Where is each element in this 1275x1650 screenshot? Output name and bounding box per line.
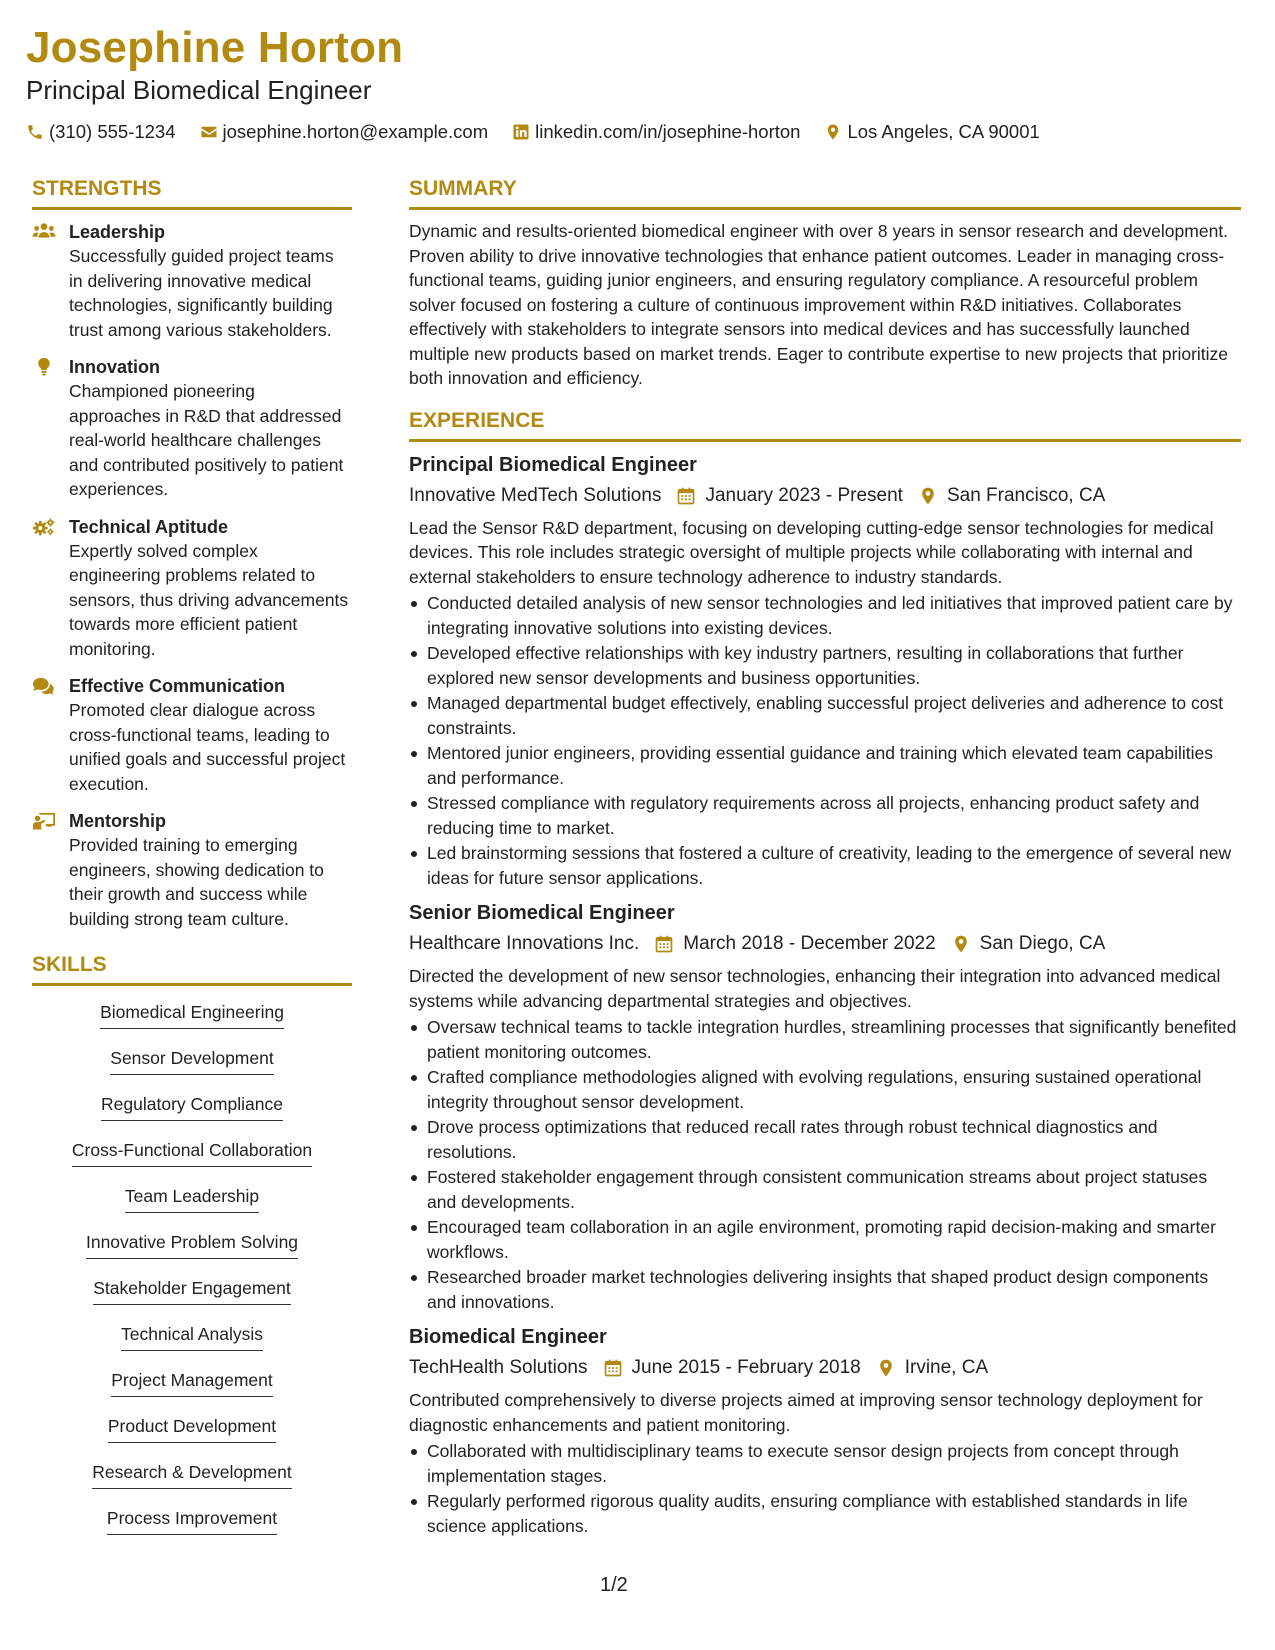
strength-title: Technical Aptitude (69, 516, 229, 537)
job-meta (409, 930, 1241, 958)
job-description: Lead the Sensor R&D department, focusing on developing cutting-edge sensor technologies for medical devices. This role includes strategic oversight of multiple projects while collaborating with internal and external stakeholders to ensure technology adherence to industry standards. (409, 517, 1214, 587)
job-entry (409, 1324, 1241, 1538)
page-number: 1/2 (600, 1574, 628, 1596)
skill-tag: Stakeholder Engagement (93, 1276, 291, 1305)
job-description: Directed the development of new sensor technologies, enhancing their integration into advanced medical systems while advancing departmental strategies and objectives. (409, 966, 1221, 1011)
strength-title: Mentorship (69, 811, 166, 831)
strength-item (32, 220, 352, 342)
calendar-icon (654, 934, 674, 954)
summary-text: Dynamic and results-oriented biomedical engineer with over 8 years in sensor research and development. Proven ability to drive innovative technologies that enhance patient outcomes. Leader in managing cross-functional teams, guiding junior engineers, and ensuring regulatory compliance. A resourceful problem solver focused on fostering a culture of continuous improvement within R&D initiatives. Collaborates effectively with stakeholders to integrate sensors into medical devices and has successfully launched multiple new products based on market trends. Eager to contribute expertise to new projects that prioritize both innovation and efficiency. (409, 221, 1229, 388)
contact-location (824, 120, 1039, 144)
job-location: Irvine, CA (904, 1357, 989, 1378)
job-company: Healthcare Innovations Inc. (409, 933, 640, 954)
skill-tag: Process Improvement (107, 1506, 277, 1535)
strength-desc: Championed pioneering approaches in R&D that addressed real-world healthcare challenges and contributed positively to patient experiences. (69, 381, 344, 499)
summary-heading: SUMMARY (409, 175, 1241, 210)
bullet-item: Encouraged team collaboration in an agile environment, promoting rapid decision-making and smarter workflows. (409, 1215, 1241, 1264)
skills-heading: SKILLS (32, 951, 352, 986)
strength-title: Innovation (69, 357, 160, 377)
map-pin-icon (876, 1358, 896, 1378)
skill-tag: Technical Analysis (121, 1322, 263, 1351)
job-bullets (409, 1439, 1241, 1538)
strength-item (32, 674, 352, 796)
skill-tag: Regulatory Compliance (101, 1092, 283, 1121)
bullet-item: Drove process optimizations that reduced recall rates through robust technical diagnostics and resolutions. (409, 1115, 1241, 1164)
skill-tag: Sensor Development (110, 1046, 273, 1075)
job-meta (409, 1354, 1241, 1382)
bullet-item: Collaborated with multidisciplinary teams to execute sensor design projects from concept through implementation stages. (409, 1439, 1241, 1488)
strengths-heading: STRENGTHS (32, 175, 352, 210)
skill-tag: Product Development (108, 1414, 276, 1443)
job-dates: January 2023 - Present (705, 484, 903, 506)
bullet-item: Regularly performed rigorous quality audits, ensuring compliance with established standards in life science applications. (409, 1489, 1241, 1538)
contact-linkedin[interactable] (512, 120, 800, 144)
job-company: Innovative MedTech Solutions (409, 484, 662, 506)
contact-phone[interactable] (26, 120, 176, 144)
job-title: Biomedical Engineer (409, 1326, 607, 1348)
phone-text: (310) 555-1234 (49, 121, 176, 142)
bullet-item: Managed departmental budget effectively, enabling successful project deliveries and adherence to cost constraints. (409, 691, 1241, 740)
job-company: TechHealth Solutions (409, 1357, 588, 1378)
strength-item (32, 515, 352, 662)
skill-tag: Project Management (111, 1368, 272, 1397)
strength-desc: Successfully guided project teams in delivering innovative medical technologies, significantly building trust among various stakeholders. (69, 246, 334, 340)
bullet-item: Developed effective relationships with key industry partners, resulting in collaborations that further explored new sensor developments and business opportunities. (409, 641, 1241, 690)
envelope-icon (200, 123, 218, 141)
bullet-item: Led brainstorming sessions that fostered a culture of creativity, leading to the emergence of several new ideas for future sensor applications. (409, 841, 1241, 890)
bullet-item: Oversaw technical teams to tackle integration hurdles, streamlining processes that significantly benefited patient monitoring outcomes. (409, 1015, 1241, 1064)
bullet-item: Mentored junior engineers, providing essential guidance and training which elevated team capabilities and performance. (409, 741, 1241, 790)
bullet-item: Fostered stakeholder engagement through consistent communication streams about project statuses and developments. (409, 1165, 1241, 1214)
bullet-item: Conducted detailed analysis of new sensor technologies and led initiatives that improved patient care by integrating innovative solutions into existing devices. (409, 591, 1241, 640)
job-entry (409, 900, 1241, 1314)
job-bullets (409, 591, 1241, 890)
strength-desc: Promoted clear dialogue across cross-functional teams, leading to unified goals and successful project execution. (69, 700, 346, 794)
job-meta (409, 482, 1241, 510)
calendar-icon (603, 1358, 623, 1378)
map-pin-icon (824, 123, 842, 141)
experience-heading: EXPERIENCE (409, 407, 1241, 442)
cogs-icon (32, 515, 56, 537)
skill-tag: Team Leadership (125, 1184, 259, 1213)
skills-list (32, 1000, 352, 1552)
job-title: Principal Biomedical Engineer (409, 453, 697, 476)
bullet-item: Crafted compliance methodologies aligned with evolving regulations, ensuring sustained operational integrity throughout sensor development. (409, 1065, 1241, 1114)
skill-tag: Cross-Functional Collaboration (72, 1138, 312, 1167)
left-column (32, 175, 352, 1552)
linkedin-icon (512, 123, 530, 141)
phone-icon (26, 123, 44, 141)
strength-item (32, 809, 352, 931)
bullet-item: Researched broader market technologies delivering insights that shaped product design components and innovations. (409, 1265, 1241, 1314)
calendar-icon (676, 486, 696, 506)
lightbulb-icon (32, 355, 56, 377)
skill-tag: Innovative Problem Solving (86, 1230, 298, 1259)
map-pin-icon (951, 934, 971, 954)
candidate-title: Principal Biomedical Engineer (26, 75, 372, 105)
contact-bar (26, 120, 1246, 144)
strength-item (32, 355, 352, 502)
candidate-name: Josephine Horton (26, 23, 404, 72)
comments-icon (32, 674, 56, 696)
skill-tag: Research & Development (92, 1460, 291, 1489)
users-icon (32, 220, 56, 242)
email-text: josephine.horton@example.com (222, 121, 489, 142)
location-text: Los Angeles, CA 90001 (847, 121, 1040, 142)
skill-tag: Biomedical Engineering (100, 1000, 284, 1029)
job-location: San Francisco, CA (946, 484, 1106, 506)
strengths-list (32, 220, 352, 931)
job-description: Contributed comprehensively to diverse projects aimed at improving sensor technology deployment for diagnostic enhancements and patient monitoring. (409, 1390, 1203, 1435)
job-title: Senior Biomedical Engineer (409, 902, 675, 924)
strength-desc: Provided training to emerging engineers, showing dedication to their growth and success while building strong team culture. (69, 835, 324, 929)
strength-title: Leadership (69, 222, 166, 242)
strength-desc: Expertly solved complex engineering problems related to sensors, thus driving advancements towards more efficient patient monitoring. (69, 540, 349, 659)
bullet-item: Stressed compliance with regulatory requirements across all projects, enhancing product safety and reducing time to market. (409, 791, 1241, 840)
job-entry (409, 452, 1241, 891)
resume-header (26, 22, 1246, 144)
strength-title: Effective Communication (69, 676, 286, 696)
right-column (409, 175, 1241, 1539)
chalkboard-teacher-icon (32, 809, 56, 831)
contact-email[interactable] (200, 120, 489, 144)
map-pin-icon (918, 486, 938, 506)
job-location: San Diego, CA (979, 933, 1106, 954)
job-bullets (409, 1015, 1241, 1314)
linkedin-text: linkedin.com/in/josephine-horton (535, 121, 801, 142)
job-dates: March 2018 - December 2022 (683, 933, 936, 954)
job-dates: June 2015 - February 2018 (631, 1357, 861, 1378)
